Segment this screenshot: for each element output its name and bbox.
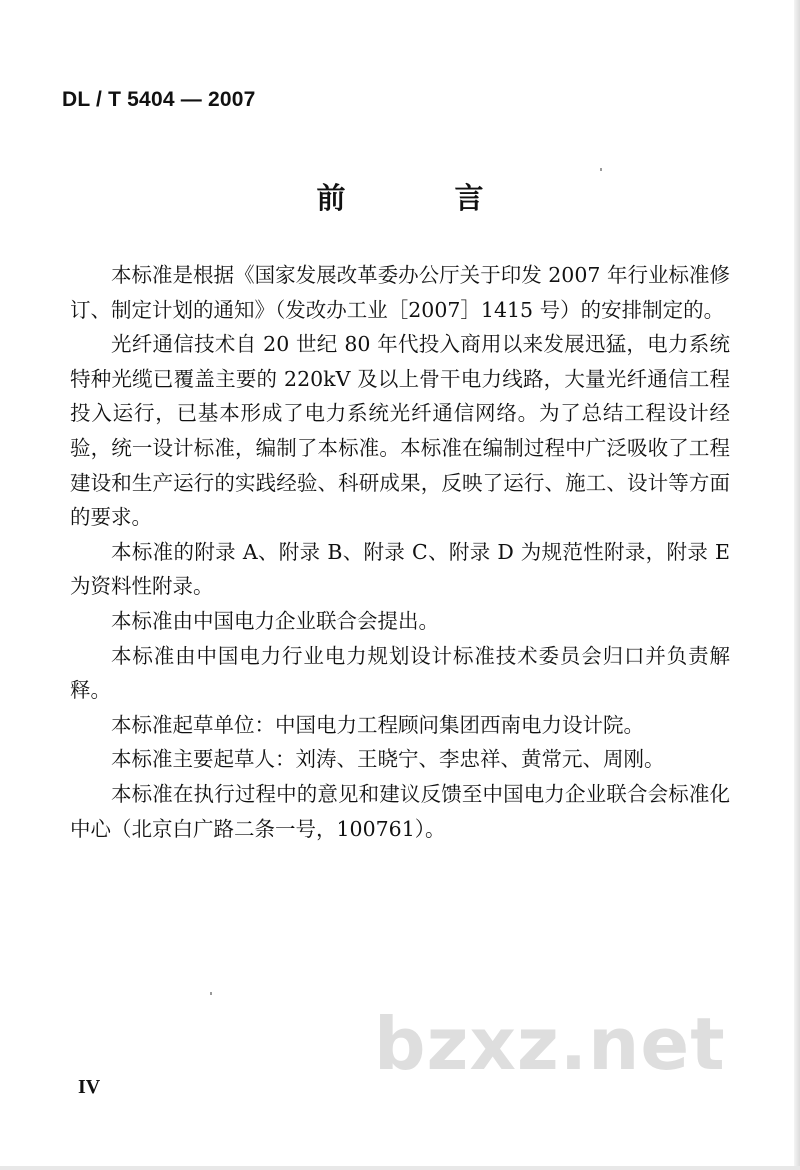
paragraph-drafters: 本标准主要起草人：刘涛、王晓宁、李忠祥、黄常元、周刚。 [111,747,665,772]
scan-speck [210,992,212,995]
paragraph-proposer: 本标准由中国电力企业联合会提出。 [111,608,439,633]
paragraph-background: 光纤通信技术自 20 世纪 80 年代投入商用以来发展迅猛，电力系统特种光缆已覆盖主要的 220kV 及以上骨干电力线路，大量光纤通信工程投入运行，已基本形成了电力系统光纤通信网络。为了总结工程设计经验，统一设计标准，编制了本标准。本标准在编制过程中广泛吸收了工程建设和生产运行的实践经验、科研成果，反映了运行、施工、设计等方面的要求。 [70,332,730,530]
page-number: IV [78,1076,101,1098]
paragraph-appendices: 本标准的附录 A、附录 B、附录 C、附录 D 为规范性附录，附录 E 为资料性附录。 [70,539,730,599]
page-bottom-edge [0,1166,800,1170]
paragraph-administration: 本标准由中国电力行业电力规划设计标准技术委员会归口并负责解释。 [70,643,730,703]
paragraph-feedback: 本标准在执行过程中的意见和建议反馈至中国电力企业联合会标准化中心（北京白广路二条一号，100761）。 [70,781,730,841]
watermark-logo: bzxz.net [374,1002,726,1086]
page-title: 前 言 [316,181,524,215]
foreword-body [70,258,730,846]
paragraph-drafting-unit: 本标准起草单位：中国电力工程顾问集团西南电力设计院。 [111,712,644,737]
paragraph-basis: 本标准是根据《国家发展改革委办公厅关于印发 2007 年行业标准修订、制定计划的通知》（发改办工业［2007］1415 号）的安排制定的。 [70,263,730,322]
standard-number-header: DL / T 5404 — 2007 [62,88,256,111]
scan-speck [600,168,602,171]
